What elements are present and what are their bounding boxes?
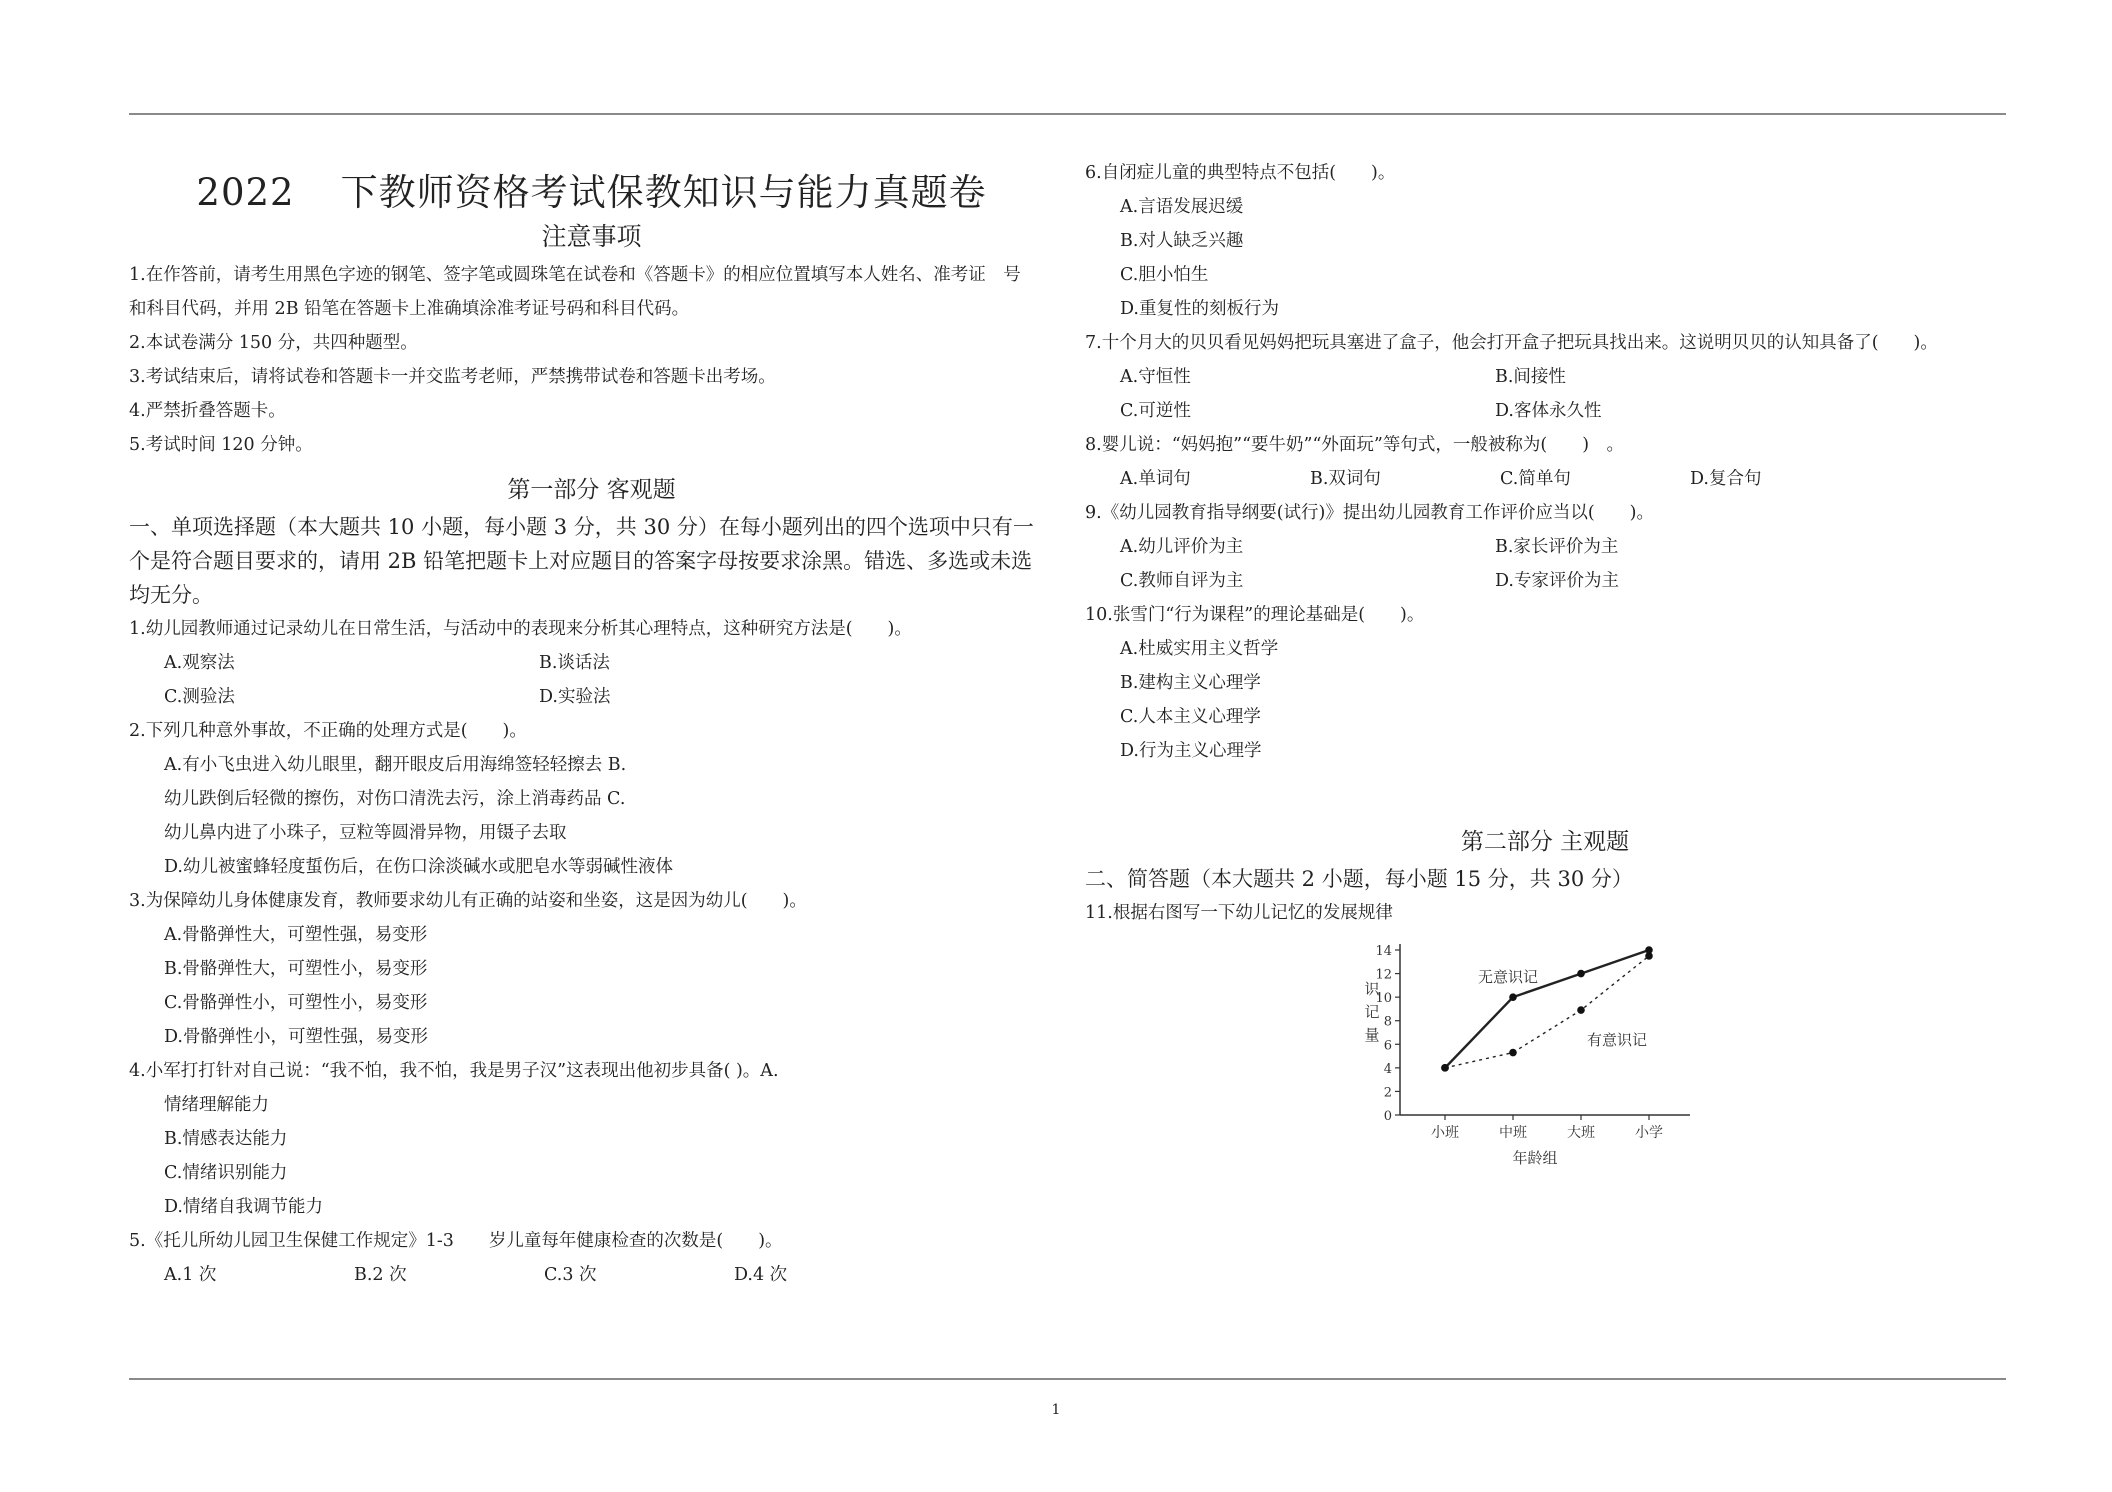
q9-option-d: D.专家评价为主 <box>1495 571 1619 591</box>
y-tick-label: 8 <box>1383 1014 1392 1030</box>
q8-option-b: B.双词句 <box>1310 469 1381 489</box>
right-column <box>1085 156 2005 930</box>
q4-option-d: D.情绪自我调节能力 <box>164 1197 323 1217</box>
data-point <box>1441 1064 1449 1072</box>
part2-heading: 第二部分 主观题 <box>1460 829 1630 855</box>
q5-options-row <box>129 1258 1054 1292</box>
q5-option-d: D.4 次 <box>734 1265 788 1285</box>
q6-option-d: D.重复性的刻板行为 <box>1120 299 1279 319</box>
part1-intro: 个是符合题目要求的，请用 2B 铅笔把题卡上对应题目的答案字母按要求涂黑。错选、多选或未选 <box>129 549 1033 573</box>
y-tick-label: 0 <box>1383 1109 1392 1124</box>
series-line-2 <box>1445 956 1649 1068</box>
q4-option-b: B.情感表达能力 <box>164 1129 288 1149</box>
part1-intro: 一、单项选择题（本大题共 10 小题，每小题 3 分，共 30 分）在每小题列出的四个选项中只有一 <box>129 515 1034 539</box>
y-axis-label-char: 识 <box>1364 980 1380 998</box>
q7-option-c: C.可逆性 <box>1120 401 1191 421</box>
x-axis-label: 年龄组 <box>1512 1149 1558 1167</box>
q3-option-b: B.骨骼弹性大，可塑性小，易变形 <box>164 959 428 979</box>
q7-option-b: B.间接性 <box>1495 367 1566 387</box>
q1-option-a: A.观察法 <box>164 653 235 673</box>
q7-option-d: D.客体永久性 <box>1495 401 1602 421</box>
q8-option-c: C.简单句 <box>1500 469 1571 489</box>
q3-option-c: C.骨骼弹性小，可塑性小，易变形 <box>164 993 428 1013</box>
part1-intro: 均无分。 <box>129 583 213 607</box>
notice-line: 1.在作答前，请考生用黑色字迹的钢笔、签字笔或圆珠笔在试卷和《答题卡》的相应位置填写本人姓名、准考证 号 <box>129 265 1021 285</box>
q9-option-b: B.家长评价为主 <box>1495 537 1619 557</box>
notice-line: 5.考试时间 120 分钟。 <box>129 435 313 455</box>
q9-options-row <box>1085 530 2005 564</box>
y-tick-label: 2 <box>1383 1085 1392 1101</box>
q9-option-a: A.幼儿评价为主 <box>1120 537 1244 557</box>
q1-options-row <box>129 680 1054 714</box>
q5-stem: 5.《托儿所幼儿园卫生保健工作规定》1-3 岁儿童每年健康检查的次数是( )。 <box>129 1231 783 1251</box>
q10-option-a: A.杜威实用主义哲学 <box>1120 639 1279 659</box>
q1-option-c: C.测验法 <box>164 687 235 707</box>
q1-stem: 1.幼儿园教师通过记录幼儿在日常生活，与活动中的表现来分析其心理特点，这种研究方法是( )。 <box>129 619 912 639</box>
bottom-rule <box>129 1378 2006 1380</box>
y-tick-label: 14 <box>1375 944 1392 959</box>
q10-option-b: B.建构主义心理学 <box>1120 673 1261 693</box>
q8-options-row <box>1085 462 2005 496</box>
notice-line: 3.考试结束后，请将试卷和答题卡一并交监考老师，严禁携带试卷和答题卡出考场。 <box>129 367 776 387</box>
q7-stem: 7.十个月大的贝贝看见妈妈把玩具塞进了盒子，他会打开盒子把玩具找出来。这说明贝贝的认知具备了( )。 <box>1085 333 1938 353</box>
title-year: 2022 <box>196 171 295 214</box>
q5-option-c: C.3 次 <box>544 1265 597 1285</box>
q2-option-line: A.有小飞虫进入幼儿眼里，翻开眼皮后用海绵签轻轻擦去 B. <box>164 755 627 775</box>
q2-option-line: 幼儿鼻内进了小珠子，豆粒等圆滑异物，用镊子去取 <box>164 823 567 843</box>
q11-stem: 11.根据右图写一下幼儿记忆的发展规律 <box>1085 903 1393 923</box>
y-axis-label-char: 记 <box>1364 1003 1380 1021</box>
q1-option-d: D.实验法 <box>539 687 611 707</box>
notice-line: 和科目代码，并用 2B 铅笔在答题卡上准确填涂准考证号码和科目代码。 <box>129 299 690 319</box>
q4-option-c: C.情绪识别能力 <box>164 1163 288 1183</box>
q9-option-c: C.教师自评为主 <box>1120 571 1244 591</box>
data-point <box>1509 993 1517 1001</box>
y-axis-label-char: 量 <box>1364 1026 1380 1044</box>
part2-intro: 二、简答题（本大题共 2 小题，每小题 15 分，共 30 分） <box>1085 867 1633 891</box>
y-tick-label: 4 <box>1383 1061 1392 1077</box>
q5-option-a: A.1 次 <box>164 1265 217 1285</box>
q6-stem: 6.自闭症儿童的典型特点不包括( )。 <box>1085 163 1396 183</box>
q3-stem: 3.为保障幼儿身体健康发育，教师要求幼儿有正确的站姿和坐姿，这是因为幼儿( )。 <box>129 891 807 911</box>
q10-option-d: D.行为主义心理学 <box>1120 741 1262 761</box>
notice-line: 2.本试卷满分 150 分，共四种题型。 <box>129 333 418 353</box>
data-point <box>1577 970 1585 978</box>
q3-option-a: A.骨骼弹性大，可塑性强，易变形 <box>164 925 428 945</box>
q3-option-d: D.骨骼弹性小，可塑性强，易变形 <box>164 1027 428 1047</box>
q9-options-row <box>1085 564 2005 598</box>
q8-option-d: D.复合句 <box>1690 469 1762 489</box>
q2-option-line: 幼儿跌倒后轻微的擦伤，对伤口清洗去污，涂上消毒药品 C. <box>164 789 626 809</box>
q2-stem: 2.下列几种意外事故，不正确的处理方式是( )。 <box>129 721 527 741</box>
x-tick-label: 小学 <box>1635 1125 1663 1141</box>
q10-option-c: C.人本主义心理学 <box>1120 707 1261 727</box>
q10-stem: 10.张雪门“行为课程”的理论基础是( )。 <box>1085 605 1425 625</box>
notice-line: 4.严禁折叠答题卡。 <box>129 401 286 421</box>
data-point <box>1645 952 1653 960</box>
series-line-1 <box>1445 950 1649 1068</box>
y-tick-label: 10 <box>1375 991 1392 1007</box>
q4-stem: 4.小军打打针对自己说：“我不怕，我不怕，我是男子汉”这表现出他初步具备( )。A. <box>129 1061 779 1081</box>
x-tick-label: 中班 <box>1499 1125 1527 1141</box>
q8-option-a: A.单词句 <box>1120 469 1191 489</box>
data-point <box>1509 1049 1517 1057</box>
left-column <box>129 146 1054 1292</box>
y-tick-label: 12 <box>1375 967 1392 983</box>
q1-option-b: B.谈话法 <box>539 653 610 673</box>
q7-options-row <box>1085 394 2005 428</box>
title-main: 下教师资格考试保教知识与能力真题卷 <box>340 171 987 214</box>
data-point <box>1577 1006 1585 1014</box>
page-number: 1 <box>1051 1402 1061 1418</box>
x-tick-label: 小班 <box>1431 1125 1459 1141</box>
y-tick-label: 6 <box>1383 1038 1392 1054</box>
q6-option-c: C.胆小怕生 <box>1120 265 1209 285</box>
q8-stem: 8.婴儿说：“妈妈抱”“要牛奶”“外面玩”等句式，一般被称为( ) 。 <box>1085 435 1625 455</box>
notice-heading: 注意事项 <box>541 222 642 251</box>
series-label-1: 无意识记 <box>1477 968 1539 986</box>
series-label-2: 有意识记 <box>1586 1031 1648 1049</box>
q9-stem: 9.《幼儿园教育指导纲要(试行)》提出幼儿园教育工作评价应当以( )。 <box>1085 503 1655 523</box>
q7-options-row <box>1085 360 2005 394</box>
q4-option-a: 情绪理解能力 <box>164 1095 269 1115</box>
top-rule <box>129 113 2006 115</box>
x-tick-label: 大班 <box>1567 1125 1595 1141</box>
q5-option-b: B.2 次 <box>354 1265 407 1285</box>
q2-option-line: D.幼儿被蜜蜂轻度蜇伤后，在伤口涂淡碱水或肥皂水等弱碱性液体 <box>164 857 673 877</box>
q1-options-row <box>129 646 1054 680</box>
page-title <box>129 162 1054 216</box>
q6-option-b: B.对人缺乏兴趣 <box>1120 231 1244 251</box>
q6-option-a: A.言语发展迟缓 <box>1120 197 1244 217</box>
memory-development-chart <box>1360 930 1740 1180</box>
part1-heading: 第一部分 客观题 <box>507 477 676 503</box>
q7-option-a: A.守恒性 <box>1120 367 1191 387</box>
